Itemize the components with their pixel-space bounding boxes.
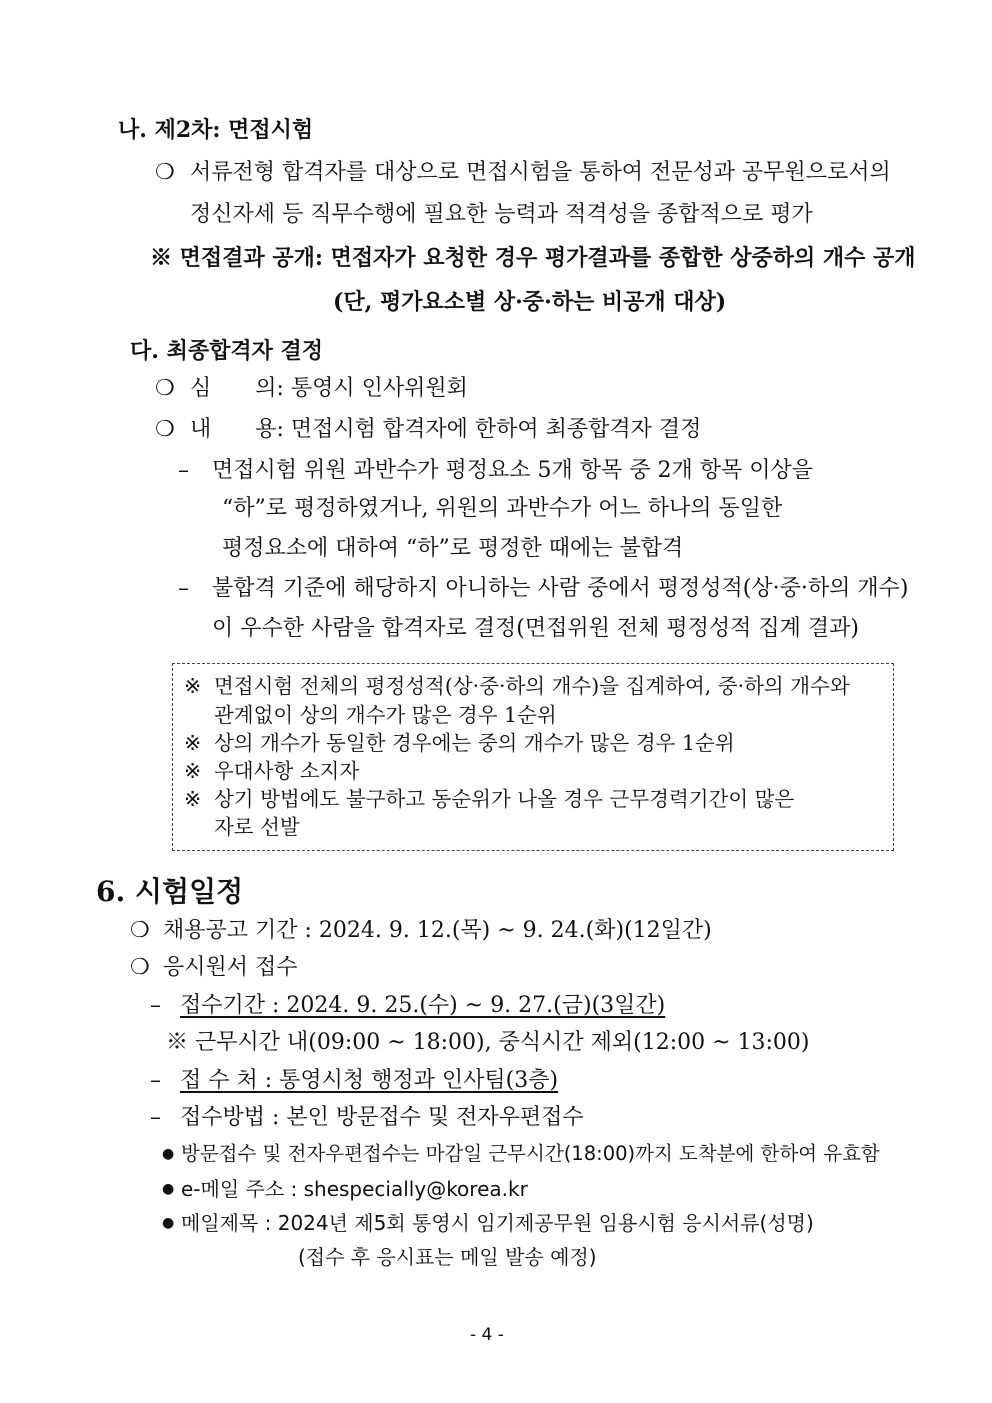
receipt-detail-1: 방문접수 및 전자우편접수는 마감일 근무시간(18:00)까지 도착분에 한하여 유효함 — [181, 1142, 880, 1165]
dot-bullet-icon: ● — [162, 1146, 175, 1162]
dash-icon: – — [150, 1105, 161, 1130]
dash-icon: – — [178, 458, 189, 483]
note4-line2: 자로 선발 — [214, 815, 300, 839]
circle-bullet-icon: ❍ — [130, 955, 150, 980]
section-heading-schedule: 6. 시험일정 — [96, 875, 244, 908]
dash-icon: – — [150, 1068, 161, 1093]
rule2-line2: 이 우수한 사람을 합격자로 결정(면접위원 전체 평정성적 집계 결과) — [212, 616, 859, 641]
note-mark-icon: ※ — [184, 759, 202, 783]
circle-bullet-icon: ❍ — [130, 918, 150, 943]
interview-disclosure-note-sub: (단, 평가요소별 상·중·하는 비공개 대상) — [333, 289, 727, 315]
note4-line1: 상기 방법에도 불구하고 동순위가 나올 경우 근무경력기간이 많은 — [214, 787, 795, 811]
rule1-line2: “하”로 평정하였거나, 위원의 과반수가 어느 하나의 동일한 — [222, 496, 783, 521]
page-number: - 4 - — [470, 1325, 504, 1345]
email-address: e-메일 주소 : shespecially@korea.kr — [181, 1177, 528, 1201]
circle-bullet-icon: ❍ — [155, 376, 175, 401]
posting-period: 채용공고 기간 : 2024. 9. 12.(목) ~ 9. 24.(화)(12일간) — [163, 918, 712, 943]
section-heading-interview: 나. 제2차: 면접시험 — [118, 117, 314, 143]
dot-bullet-icon: ● — [162, 1215, 175, 1231]
email-subject-sub: (접수 후 응시표는 메일 발송 예정) — [298, 1245, 597, 1269]
dot-bullet-icon: ● — [162, 1181, 175, 1197]
office-hours-note: ※ 근무시간 내(09:00 ~ 18:00), 중식시간 제외(12:00 ~ 13:00) — [166, 1030, 810, 1055]
note2: 상의 개수가 동일한 경우에는 중의 개수가 많은 경우 1순위 — [214, 731, 735, 755]
note-mark-icon: ※ — [184, 674, 202, 698]
dash-icon: – — [150, 993, 161, 1018]
email-subject: 메일제목 : 2024년 제5회 통영시 임기제공무원 임용시험 응시서류(성명) — [181, 1211, 814, 1235]
rule2-line1: 불합격 기준에 해당하지 아니하는 사람 중에서 평정성적(상·중·하의 개수) — [212, 576, 909, 601]
note1-line1: 면접시험 전체의 평정성적(상·중·하의 개수)을 집계하여, 중·하의 개수와 — [214, 674, 850, 698]
rule1-line3: 평정요소에 대하여 “하”로 평정한 때에는 불합격 — [222, 536, 684, 561]
circle-bullet-icon: ❍ — [155, 417, 175, 442]
dash-icon: – — [178, 576, 189, 601]
receipt-place: 접 수 처 : 통영시청 행정과 인사팀(3층) — [180, 1068, 559, 1093]
note1-line2: 관계없이 상의 개수가 많은 경우 1순위 — [214, 703, 557, 727]
receipt-method: 접수방법 : 본인 방문접수 및 전자우편접수 — [180, 1105, 584, 1130]
application-title: 응시원서 접수 — [163, 955, 298, 980]
rule1-line1: 면접시험 위원 과반수가 평정요소 5개 항목 중 2개 항목 이상을 — [212, 458, 813, 483]
interview-disclosure-note: ※ 면접결과 공개: 면접자가 요청한 경우 평가결과를 종합한 상중하의 개수 공개 — [150, 245, 916, 271]
note-mark-icon: ※ — [184, 731, 202, 755]
receipt-period: 접수기간 : 2024. 9. 25.(수) ~ 9. 27.(금)(3일간) — [180, 993, 666, 1018]
note-mark-icon: ※ — [184, 787, 202, 811]
interview-desc-line2: 정신자세 등 직무수행에 필요한 능력과 적격성을 종합적으로 평가 — [190, 202, 813, 227]
circle-bullet-icon: ❍ — [155, 160, 175, 185]
section-heading-final: 다. 최종합격자 결정 — [130, 338, 323, 364]
interview-desc-line1: 서류전형 합격자를 대상으로 면접시험을 통하여 전문성과 공무원으로서의 — [190, 160, 891, 185]
note3: 우대사항 소지자 — [214, 759, 360, 783]
review-row: 심 의: 통영시 인사위원회 — [190, 376, 468, 401]
content-row: 내 용: 면접시험 합격자에 한하여 최종합격자 결정 — [190, 417, 702, 442]
